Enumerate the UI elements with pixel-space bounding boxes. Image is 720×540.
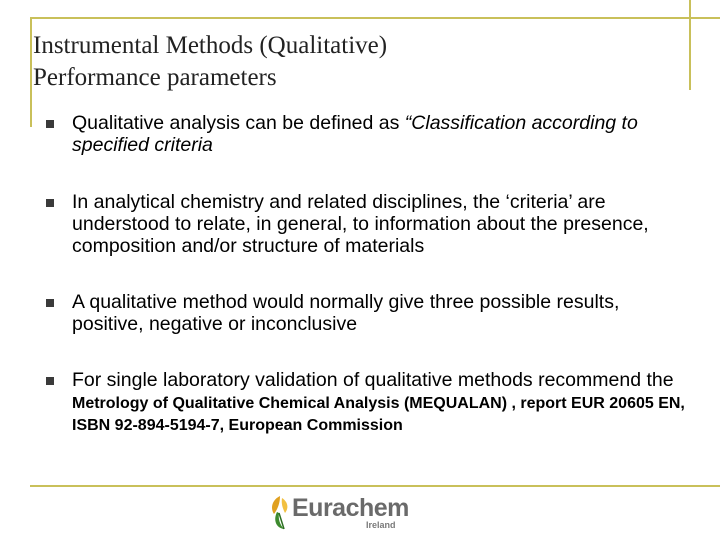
bullet-text: Qualitative analysis can be defined as bbox=[72, 112, 405, 134]
bullet-marker-icon bbox=[46, 377, 54, 385]
bullet-text-italic: “Classification according to specified criteria bbox=[72, 112, 638, 156]
bullet-text: For single laboratory validation of qualitative methods recommend the bbox=[72, 369, 674, 391]
bullet-text-bold: Metrology of Qualitative Chemical Analysis (MEQUALAN) , report EUR 20605 EN, ISBN 92-894-5194-7, European Commission bbox=[72, 395, 685, 434]
bullet-marker-icon bbox=[46, 120, 54, 128]
bullet-text: In analytical chemistry and related disciplines, the ‘criteria’ are understood to relate, in general, to information about the presence, composition and/or structure of materials bbox=[72, 191, 649, 257]
frame-bottom-line bbox=[30, 485, 720, 487]
bullet-item bbox=[46, 369, 686, 435]
title-line-1: Instrumental Methods (Qualitative) bbox=[33, 32, 388, 59]
logo-name: Eurachem bbox=[292, 494, 409, 522]
title-line-2: Performance parameters bbox=[33, 64, 277, 91]
frame-top-line bbox=[30, 17, 720, 19]
leaf-icon bbox=[268, 492, 294, 532]
bullet-item bbox=[46, 191, 686, 257]
logo-subtitle: Ireland bbox=[366, 520, 396, 530]
bullet-item bbox=[46, 112, 686, 156]
bullet-item bbox=[46, 291, 686, 335]
bullet-list bbox=[46, 112, 686, 435]
frame-right-line bbox=[689, 0, 691, 90]
frame-left-line bbox=[30, 17, 32, 127]
bullet-marker-icon bbox=[46, 199, 54, 207]
slide-title bbox=[33, 30, 387, 94]
bullet-text: A qualitative method would normally give three possible results, positive, negative or inconclusive bbox=[72, 291, 620, 335]
bullet-marker-icon bbox=[46, 299, 54, 307]
